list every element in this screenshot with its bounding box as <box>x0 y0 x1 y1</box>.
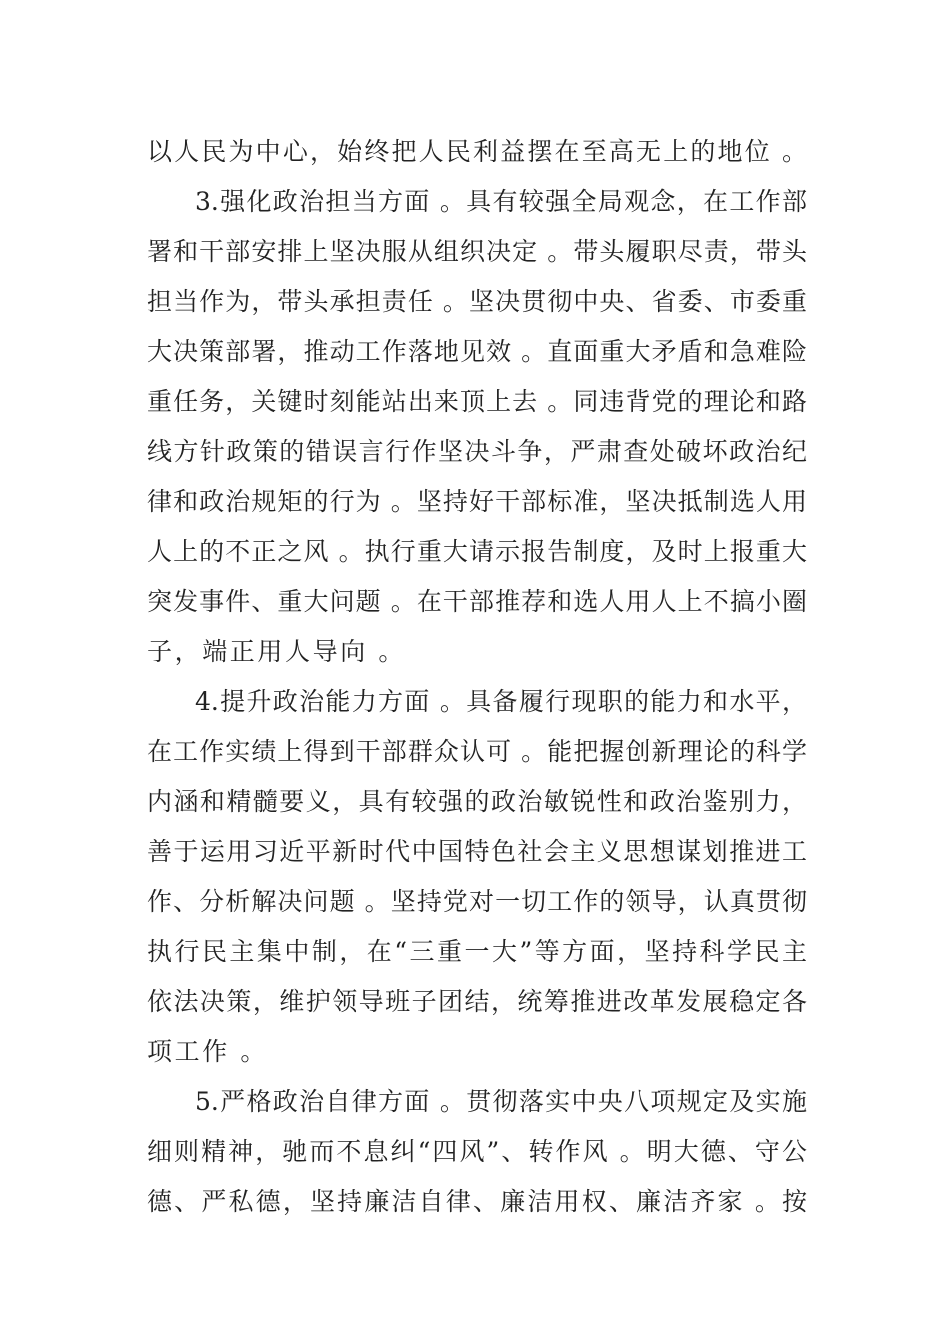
text-line: 细则精神，驰而不息纠“四风”、转作风 。明大德、守公 <box>147 1137 807 1166</box>
text-line: 善于运用习近平新时代中国特色社会主义思想谋划推进工 <box>147 837 807 866</box>
text-line: 依法决策，维护领导班子团结，统筹推进改革发展稳定各 <box>147 987 807 1016</box>
text-line: 突发事件、重大问题 。在干部推荐和选人用人上不搞小圈 <box>147 587 807 616</box>
paragraph-heading-line: 3.强化政治担当方面 。具有较强全局观念，在工作部 <box>195 187 807 216</box>
text-line: 律和政治规矩的行为 。坚持好干部标准，坚决抵制选人用 <box>147 487 807 516</box>
text-line: 项工作 。 <box>147 1037 268 1066</box>
text-line: 内涵和精髓要义，具有较强的政治敏锐性和政治鉴别力， <box>147 787 807 816</box>
text-line: 以人民为中心，始终把人民利益摆在至高无上的地位 。 <box>147 137 807 166</box>
document-body <box>147 127 807 1227</box>
text-line: 人上的不正之风 。执行重大请示报告制度，及时上报重大 <box>147 537 807 566</box>
text-line: 重任务，关键时刻能站出来顶上去 。同违背党的理论和路 <box>147 387 807 416</box>
text-line: 署和干部安排上坚决服从组织决定 。带头履职尽责，带头 <box>147 237 807 266</box>
text-line: 作、分析解决问题 。坚持党对一切工作的领导，认真贯彻 <box>147 887 807 916</box>
paragraph-heading-line: 5.严格政治自律方面 。贯彻落实中央八项规定及实施 <box>195 1087 807 1116</box>
text-line: 担当作为，带头承担责任 。坚决贯彻中央、省委、市委重 <box>147 287 807 316</box>
text-line: 德、严私德，坚持廉洁自律、廉洁用权、廉洁齐家 。按 <box>147 1187 807 1216</box>
text-line: 执行民主集中制，在“三重一大”等方面，坚持科学民主 <box>147 937 807 966</box>
text-line: 大决策部署，推动工作落地见效 。直面重大矛盾和急难险 <box>147 337 807 366</box>
paragraph-heading-line: 4.提升政治能力方面 。具备履行现职的能力和水平， <box>195 687 807 716</box>
text-line: 线方针政策的错误言行作坚决斗争，严肃查处破坏政治纪 <box>147 437 807 466</box>
text-line: 在工作实绩上得到干部群众认可 。能把握创新理论的科学 <box>147 737 807 766</box>
text-line: 子，端正用人导向 。 <box>147 637 406 666</box>
